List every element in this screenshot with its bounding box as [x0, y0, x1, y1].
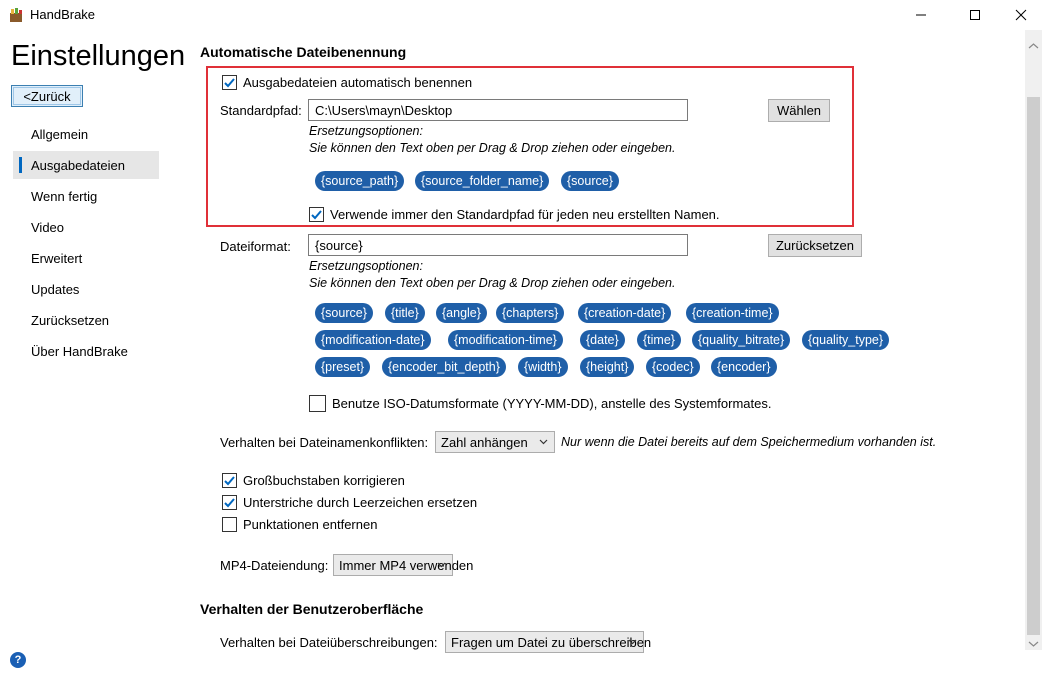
sidebar-item-label: Allgemein — [31, 126, 89, 142]
sidebar-item-allgemein[interactable] — [13, 120, 159, 148]
chip-date[interactable]: {date} — [580, 330, 625, 350]
replace-options-title: Ersetzungsoptionen: — [309, 124, 423, 138]
chip-preset[interactable]: {preset} — [315, 357, 370, 377]
overwrite-value: Fragen um Datei zu überschreiben — [451, 634, 652, 650]
choose-path-button[interactable]: Wählen — [768, 99, 830, 122]
underscore-label: Unterstriche durch Leerzeichen ersetzen — [243, 495, 478, 510]
sidebar-item-ueber-handbrake[interactable] — [13, 337, 159, 365]
chip-encoder[interactable]: {encoder} — [711, 357, 777, 377]
chevron-down-icon — [437, 560, 446, 569]
checkmark-icon — [310, 208, 323, 221]
auto-name-label: Ausgabedateien automatisch benennen — [243, 75, 473, 90]
sidebar-item-label: Wenn fertig — [31, 188, 98, 204]
iso-date-checkbox[interactable] — [309, 395, 326, 412]
handbrake-app-icon — [8, 7, 24, 23]
scroll-up-icon[interactable] — [1028, 38, 1039, 53]
chip-source-folder-name[interactable]: {source_folder_name} — [415, 171, 549, 191]
default-path-input[interactable]: C:\Users\mayn\Desktop — [308, 99, 688, 121]
chip-codec[interactable]: {codec} — [646, 357, 700, 377]
format-drag-hint: Sie können den Text oben per Drag & Drop ziehen oder eingeben. — [309, 276, 676, 290]
chip-encoder-bit-depth[interactable]: {encoder_bit_depth} — [382, 357, 506, 377]
file-format-input[interactable]: {source} — [308, 234, 688, 256]
always-default-label: Verwende immer den Standardpfad für jeden neu erstellten Namen. — [330, 207, 720, 222]
sidebar-item-updates[interactable] — [13, 275, 159, 303]
chevron-down-icon — [539, 437, 548, 446]
minimize-icon — [915, 9, 927, 21]
chip-width[interactable]: {width} — [518, 357, 568, 377]
scrollbar-thumb[interactable] — [1027, 97, 1040, 635]
sidebar-item-video[interactable] — [13, 213, 159, 241]
chip-chapters[interactable]: {chapters} — [496, 303, 564, 323]
uppercase-checkbox[interactable] — [222, 473, 237, 488]
chip-modification-time[interactable]: {modification-time} — [448, 330, 563, 350]
maximize-icon — [969, 9, 981, 21]
chip-title[interactable]: {title} — [385, 303, 425, 323]
sidebar-item-zuruecksetzen[interactable] — [13, 306, 159, 334]
mp4-extension-select[interactable] — [333, 554, 474, 576]
mp4-extension-value: Immer MP4 verwenden — [339, 557, 474, 573]
sidebar-item-ausgabedateien[interactable] — [13, 151, 159, 179]
auto-name-checkbox-row[interactable] — [222, 75, 472, 90]
conflict-note: Nur wenn die Datei bereits auf dem Speichermedium vorhanden ist. — [561, 435, 937, 449]
format-replace-options-title: Ersetzungsoptionen: — [309, 259, 423, 273]
section-title-auto-naming: Automatische Dateibenennung — [200, 44, 407, 60]
file-format-label: Dateiformat: — [220, 239, 291, 254]
chevron-down-icon — [628, 637, 637, 646]
chip-height[interactable]: {height} — [580, 357, 634, 377]
checkmark-icon — [223, 76, 236, 89]
punctuation-checkbox[interactable] — [222, 517, 237, 532]
punctuation-label: Punktationen entfernen — [243, 517, 378, 532]
mp4-extension-label: MP4-Dateiendung: — [220, 558, 329, 573]
chip-modification-date[interactable]: {modification-date} — [315, 330, 431, 350]
close-button[interactable] — [998, 0, 1044, 30]
iso-date-checkbox-row[interactable] — [309, 395, 772, 412]
chip-source[interactable]: {source} — [315, 303, 373, 323]
sidebar-item-wenn-fertig[interactable] — [13, 182, 159, 210]
default-path-label: Standardpfad: — [220, 103, 302, 118]
chip-time[interactable]: {time} — [637, 330, 681, 350]
sidebar-item-erweitert[interactable] — [13, 244, 159, 272]
title-bar — [0, 0, 1042, 30]
window-title: HandBrake — [30, 7, 96, 22]
scroll-down-icon[interactable] — [1028, 636, 1039, 651]
checkmark-icon — [223, 474, 236, 487]
sidebar-item-label: Zurücksetzen — [31, 312, 110, 328]
conflict-label: Verhalten bei Dateinamenkonflikten: — [220, 435, 429, 450]
punctuation-checkbox-row[interactable] — [222, 517, 377, 532]
chip-quality-bitrate[interactable]: {quality_bitrate} — [692, 330, 790, 350]
auto-name-checkbox[interactable] — [222, 75, 237, 90]
sidebar-item-label: Video — [31, 219, 65, 235]
underscore-checkbox-row[interactable] — [222, 495, 477, 510]
back-button[interactable]: <Zurück — [11, 85, 83, 107]
reset-format-button[interactable]: Zurücksetzen — [768, 234, 862, 257]
chip-angle[interactable]: {angle} — [436, 303, 487, 323]
drag-hint: Sie können den Text oben per Drag & Drop ziehen oder eingeben. — [309, 141, 676, 155]
uppercase-label: Großbuchstaben korrigieren — [243, 473, 405, 488]
conflict-select[interactable] — [435, 431, 555, 453]
sidebar-item-label: Über HandBrake — [31, 343, 128, 359]
close-icon — [1015, 9, 1027, 21]
underscore-checkbox[interactable] — [222, 495, 237, 510]
checkmark-icon — [223, 496, 236, 509]
uppercase-checkbox-row[interactable] — [222, 473, 405, 488]
sidebar-item-label: Updates — [31, 281, 80, 297]
sidebar-item-label: Ausgabedateien — [31, 157, 125, 173]
overwrite-label: Verhalten bei Dateiüberschreibungen: — [220, 635, 438, 650]
iso-date-label: Benutze ISO-Datumsformate (YYYY-MM-DD), anstelle des Systemformates. — [332, 396, 772, 411]
chip-creation-date[interactable]: {creation-date} — [578, 303, 671, 323]
chip-source[interactable]: {source} — [561, 171, 619, 191]
page-title: Einstellungen — [11, 40, 186, 72]
overwrite-select[interactable] — [445, 631, 652, 653]
chip-creation-time[interactable]: {creation-time} — [686, 303, 779, 323]
maximize-button[interactable] — [952, 0, 998, 30]
sidebar-item-label: Erweitert — [31, 250, 83, 266]
chip-quality-type[interactable]: {quality_type} — [802, 330, 889, 350]
section-title-ui-behavior: Verhalten der Benutzeroberfläche — [200, 601, 424, 617]
conflict-select-value: Zahl anhängen — [441, 434, 528, 450]
always-default-checkbox[interactable] — [309, 207, 324, 222]
help-icon[interactable]: ? — [10, 652, 26, 668]
always-default-checkbox-row[interactable] — [309, 207, 720, 222]
chip-source-path[interactable]: {source_path} — [315, 171, 404, 191]
minimize-button[interactable] — [898, 0, 944, 30]
